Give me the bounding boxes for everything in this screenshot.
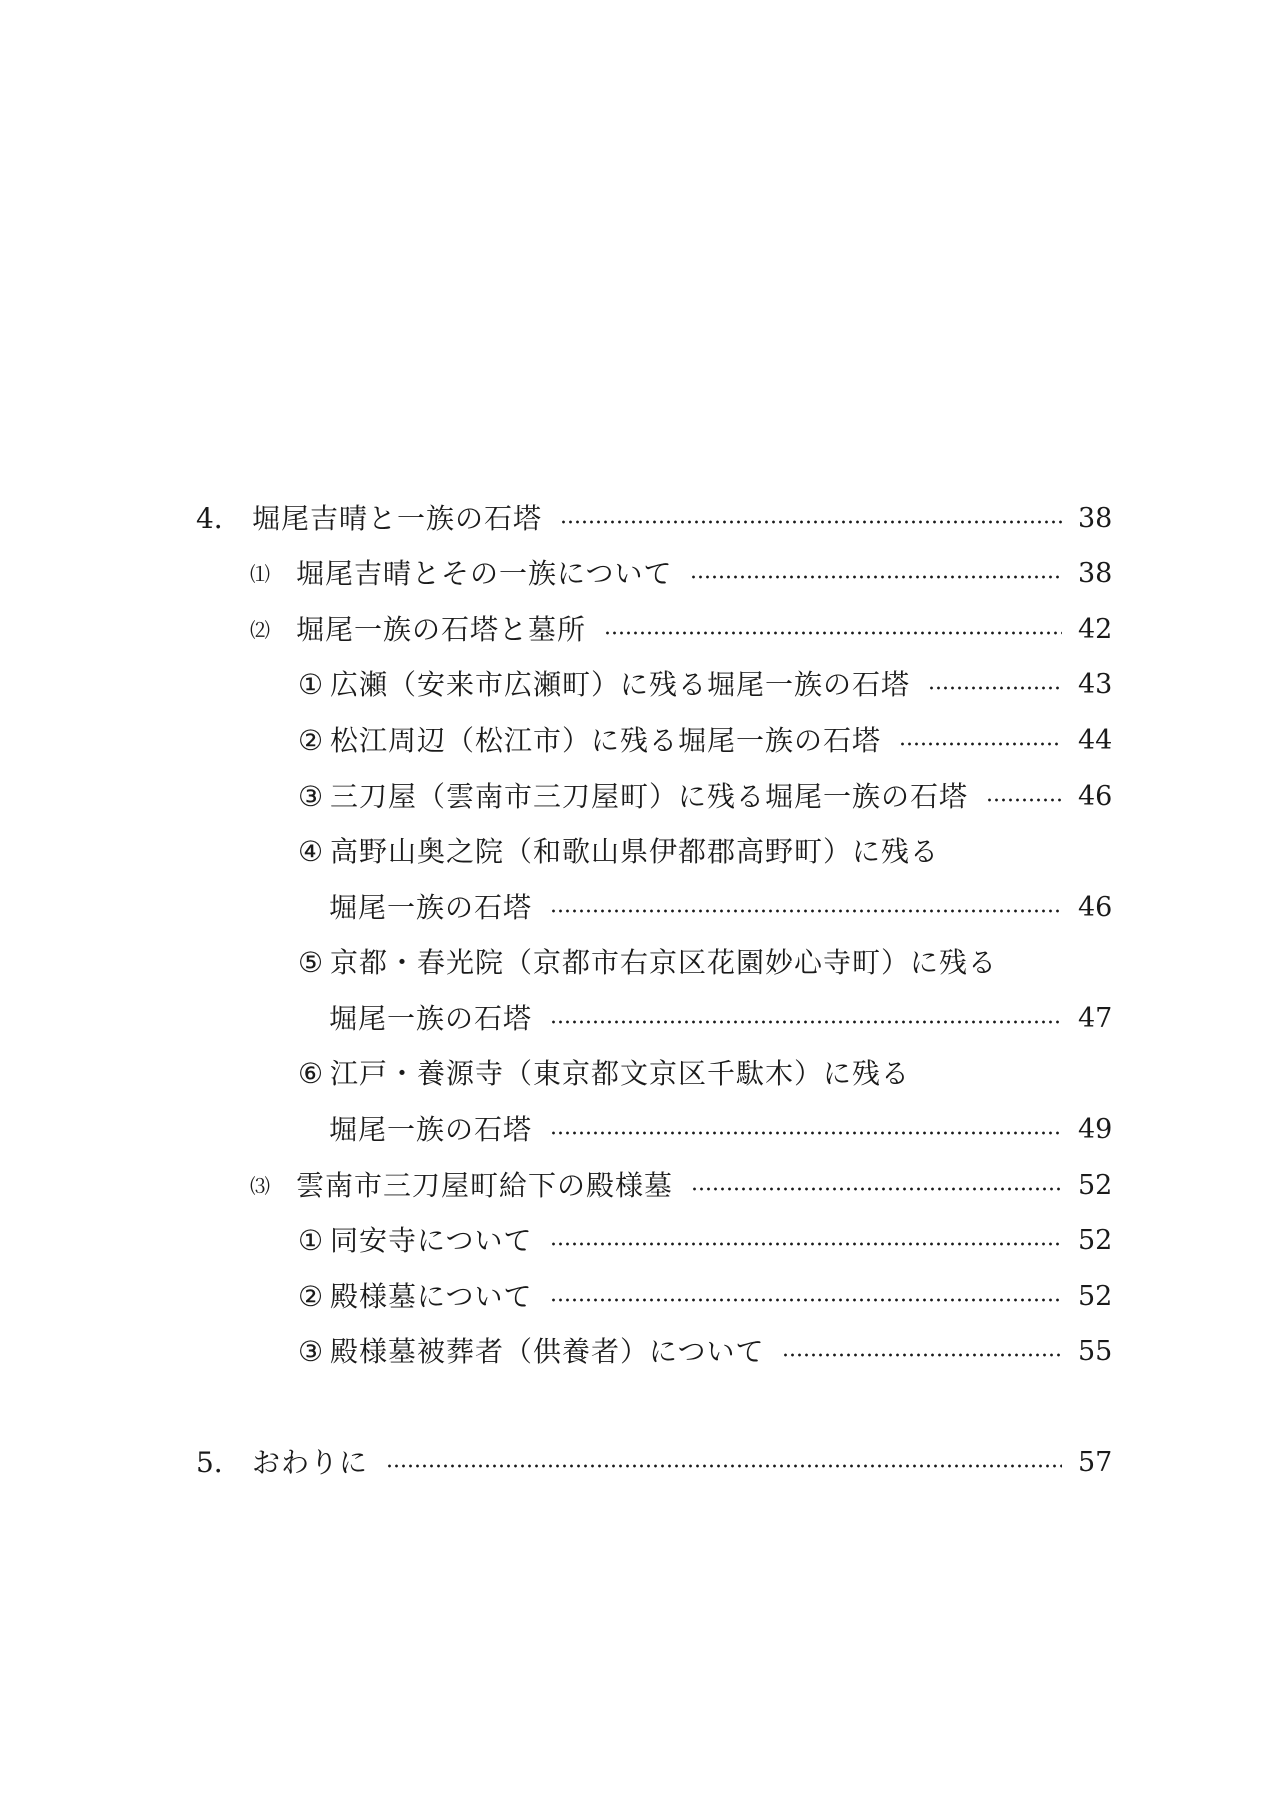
toc-entry-page: 38 (1078, 558, 1113, 589)
toc-entry (196, 1441, 1112, 1485)
toc-entry-page: 55 (1078, 1336, 1113, 1367)
dot-leader (691, 1187, 1062, 1191)
toc-entry (250, 1164, 1112, 1208)
toc-entry-title: 堀尾吉晴と一族の石塔 (252, 502, 543, 535)
toc-entry-title: 京都・春光院（京都市右京区花園妙心寺町）に残る (330, 946, 998, 979)
toc-entry-number: ③ (298, 1335, 324, 1368)
toc-entry-number: ⑴ (250, 562, 270, 586)
toc-entry-title: 同安寺について (330, 1224, 533, 1257)
toc-entry-continuation (329, 1108, 1112, 1152)
toc-entry-number: 5． (196, 1446, 242, 1479)
dot-leader (690, 575, 1062, 579)
toc-entry (250, 608, 1112, 652)
toc-entry-number: ④ (298, 835, 324, 868)
toc-entry-continuation (329, 997, 1112, 1041)
toc-entry-title: 雲南市三刀屋町給下の殿様墓 (296, 1169, 674, 1202)
toc-entry-title: 三刀屋（雲南市三刀屋町）に残る堀尾一族の石塔 (330, 780, 969, 813)
dot-leader (550, 1298, 1062, 1302)
toc-entry-title: 江戸・養源寺（東京都文京区千駄木）に残る (330, 1057, 911, 1090)
dot-leader (604, 631, 1062, 635)
toc-entry-page: 43 (1078, 669, 1113, 700)
toc-entry-title: 松江周辺（松江市）に残る堀尾一族の石塔 (330, 724, 882, 757)
toc-entry-page: 38 (1078, 503, 1113, 534)
dot-leader (928, 686, 1062, 690)
toc-entry (298, 1219, 1112, 1263)
toc-entry-number: ⑤ (298, 946, 324, 979)
toc-entry-title: 殿様墓について (330, 1280, 533, 1313)
toc-entry-page: 52 (1078, 1225, 1113, 1256)
toc-entry-title: 広瀬（安来市広瀬町）に残る堀尾一族の石塔 (330, 668, 911, 701)
toc-entry-number: ② (298, 724, 324, 757)
toc-entry-page: 49 (1078, 1114, 1113, 1145)
toc-entry-number: ⑶ (250, 1174, 270, 1198)
toc-entry-number: ③ (298, 780, 324, 813)
toc-entry-page: 52 (1078, 1170, 1113, 1201)
toc-entry (196, 497, 1112, 541)
toc-entry-page: 46 (1078, 892, 1113, 923)
toc-entry (298, 1275, 1112, 1319)
toc-entry-number: ① (298, 1224, 324, 1257)
toc-entry-title: 殿様墓被葬者（供養者）について (330, 1335, 765, 1368)
toc-entry-number: ② (298, 1280, 324, 1313)
toc-entry (298, 663, 1112, 707)
dot-leader (550, 1020, 1062, 1024)
toc-entry-number: ⑵ (250, 618, 270, 642)
toc-entry-page: 47 (1078, 1003, 1113, 1034)
dot-leader (550, 909, 1062, 913)
dot-leader (550, 1131, 1062, 1135)
dot-leader (386, 1464, 1062, 1468)
dot-leader (550, 1242, 1062, 1246)
dot-leader (986, 798, 1062, 802)
toc-entry-page: 46 (1078, 781, 1113, 812)
toc-entry (298, 775, 1112, 819)
toc-entry-title: 堀尾一族の石塔 (329, 1113, 533, 1146)
toc-entry (298, 830, 939, 874)
toc-entry-continuation (329, 886, 1112, 930)
toc-entry-page: 57 (1078, 1447, 1113, 1478)
toc-entry-title: 堀尾一族の石塔 (329, 1002, 533, 1035)
dot-leader (782, 1353, 1062, 1357)
toc-entry-title: 高野山奥之院（和歌山県伊都郡高野町）に残る (330, 835, 940, 868)
toc-entry (298, 1052, 910, 1096)
toc-entry-title: おわりに (252, 1446, 369, 1479)
dot-leader (560, 520, 1062, 524)
toc-entry (298, 941, 997, 985)
toc-entry (298, 1330, 1112, 1374)
toc-entry-page: 52 (1078, 1281, 1113, 1312)
toc-entry-number: ① (298, 668, 324, 701)
toc-entry-number: ⑥ (298, 1057, 324, 1090)
dot-leader (899, 742, 1062, 746)
toc-entry-title: 堀尾吉晴とその一族について (296, 557, 673, 590)
toc-entry-number: 4． (196, 502, 242, 535)
toc-entry (298, 719, 1112, 763)
toc-entry-page: 42 (1078, 614, 1113, 645)
toc-entry-title: 堀尾一族の石塔と墓所 (296, 613, 587, 646)
toc-entry (250, 552, 1112, 596)
toc-entry-title: 堀尾一族の石塔 (329, 891, 533, 924)
toc-entry-page: 44 (1078, 725, 1113, 756)
